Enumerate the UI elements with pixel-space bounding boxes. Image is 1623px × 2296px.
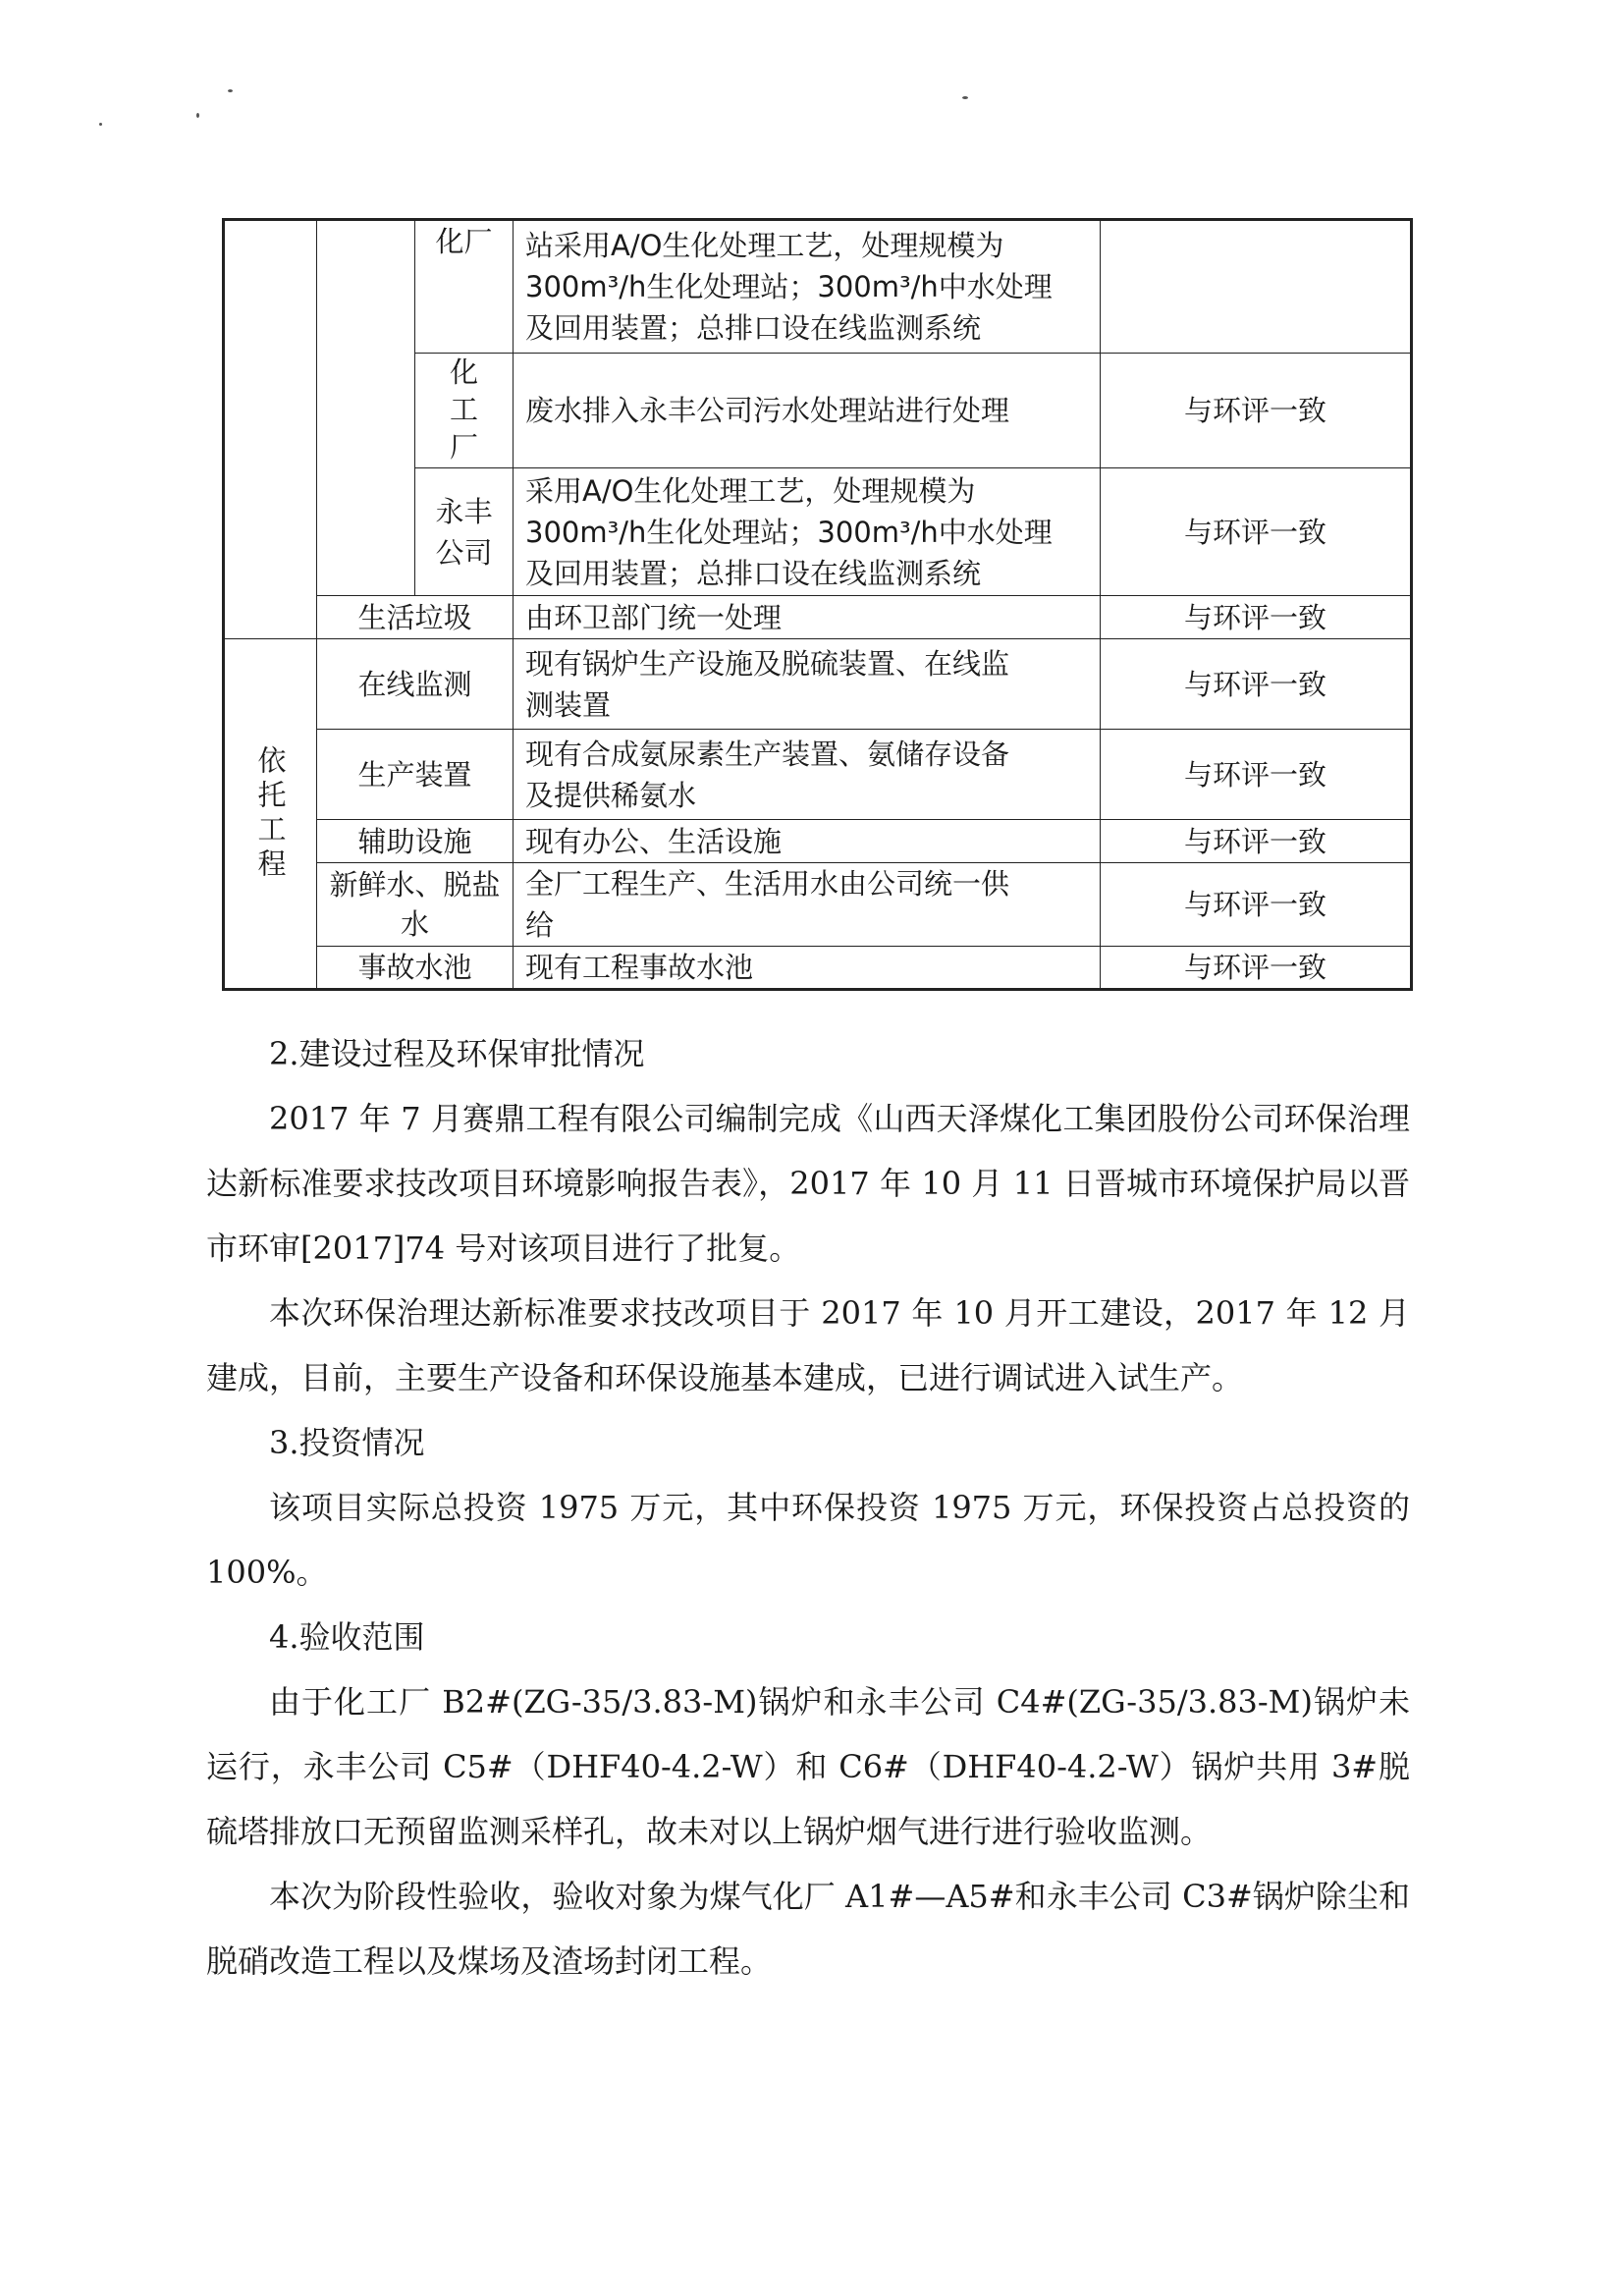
- cell-text: 生产装置: [357, 757, 472, 792]
- cell-line: 全厂工程生产、生活用水由公司统一供: [525, 867, 1010, 901]
- cell-text: 与环评一致: [1183, 824, 1326, 858]
- table-row: [224, 220, 1412, 354]
- table-row: [224, 596, 1412, 639]
- cell-line: 现有办公、生活设施: [525, 824, 783, 858]
- result-cell: [1101, 468, 1412, 596]
- result-cell: [1101, 220, 1412, 354]
- empty-cell: [224, 220, 317, 639]
- cell-line: 采用A/O生化处理工艺，处理规模为: [525, 473, 976, 508]
- body-text: [206, 1021, 1410, 1994]
- subcategory-cell: [415, 220, 514, 354]
- result-cell: [1101, 947, 1412, 990]
- cell-text: 生活垃圾: [357, 600, 472, 634]
- project-table: [222, 218, 1413, 991]
- scan-speck: [962, 96, 968, 99]
- cell-text: 与环评一致: [1183, 888, 1326, 921]
- category-cell: [317, 730, 514, 820]
- cell-line: 站采用A/O生化处理工艺，处理规模为: [525, 229, 1004, 262]
- description-cell: [514, 596, 1101, 639]
- table-row: [224, 730, 1412, 820]
- result-cell: [1101, 863, 1412, 947]
- category-cell: [317, 820, 514, 863]
- cell-line: 及回用装置；总排口设在线监测系统: [525, 311, 982, 345]
- table-row: [224, 863, 1412, 947]
- category-cell: [317, 863, 514, 947]
- subcategory-cell: [415, 468, 514, 596]
- table-row: [224, 820, 1412, 863]
- result-cell: [1101, 596, 1412, 639]
- section-heading: 3.投资情况: [269, 1424, 425, 1461]
- cell-line: 及提供稀氨水: [525, 778, 697, 812]
- cell-text: 与环评一致: [1183, 515, 1326, 549]
- description-cell: [514, 639, 1101, 730]
- cell-text: 化工厂: [449, 355, 478, 464]
- description-cell: [514, 820, 1101, 863]
- category-cell: [317, 639, 514, 730]
- scan-speck: [196, 113, 199, 118]
- scan-speck: [99, 123, 102, 126]
- section-heading: 2.建设过程及环保审批情况: [269, 1035, 645, 1072]
- scan-speck: [228, 89, 233, 92]
- description-cell: [514, 220, 1101, 354]
- cell-line: 废水排入永丰公司污水处理站进行处理: [525, 394, 1010, 427]
- cell-text: 在线监测: [357, 667, 472, 701]
- paragraph: 由于化工厂 B2#(ZG-35/3.83-M)锅炉和永丰公司 C4#(ZG-35/3.83-M)锅炉未运行，永丰公司 C5#（DHF40-4.2-W）和 C6#（DHF40-4.2-W）锅炉共用 3#脱硫塔排放口无预留监测采样孔，故未对以上锅炉烟气进行进行验收监测。: [206, 1683, 1410, 1850]
- subcategory-cell: [415, 354, 514, 468]
- empty-cell: [317, 220, 415, 596]
- cell-line: 由环卫部门统一处理: [525, 600, 783, 634]
- result-cell: [1101, 820, 1412, 863]
- category-cell: [317, 947, 514, 990]
- cell-text: 与环评一致: [1183, 600, 1326, 634]
- cell-text: 化厂: [435, 225, 493, 258]
- cell-text: 新鲜水、脱盐水: [329, 867, 501, 941]
- paragraph: 2017 年 7 月赛鼎工程有限公司编制完成《山西天泽煤化工集团股份公司环保治理达新标准要求技改项目环境影响报告表》，2017 年 10 月 11 日晋城市环境保护局以晋市环审[2017]74 号对该项目进行了批复。: [206, 1100, 1410, 1267]
- table-row: [224, 639, 1412, 730]
- cell-text: 永丰公司: [435, 494, 493, 570]
- result-cell: [1101, 354, 1412, 468]
- group-label: 依托工程: [253, 744, 288, 883]
- result-cell: [1101, 730, 1412, 820]
- cell-text: 辅助设施: [357, 824, 472, 858]
- cell-line: 及回用装置；总排口设在线监测系统: [525, 556, 982, 590]
- table-row: [224, 947, 1412, 990]
- paragraph: 本次为阶段性验收，验收对象为煤气化厂 A1#—A5#和永丰公司 C3#锅炉除尘和脱硝改造工程以及煤场及渣场封闭工程。: [206, 1878, 1410, 1980]
- cell-text: 与环评一致: [1183, 757, 1326, 792]
- cell-text: 事故水池: [357, 951, 472, 984]
- cell-line: 测装置: [525, 687, 612, 722]
- paragraph: 本次环保治理达新标准要求技改项目于 2017 年 10 月开工建设，2017 年 12 月建成，目前，主要生产设备和环保设施基本建成，已进行调试进入试生产。: [206, 1294, 1410, 1396]
- result-cell: [1101, 639, 1412, 730]
- category-cell: [317, 596, 514, 639]
- cell-text: 与环评一致: [1183, 394, 1326, 427]
- cell-line: 300m³/h生化处理站；300m³/h中水处理: [525, 270, 1053, 303]
- paragraph: 该项目实际总投资 1975 万元，其中环保投资 1975 万元，环保投资占总投资的 100%。: [206, 1489, 1410, 1591]
- description-cell: [514, 468, 1101, 596]
- description-cell: [514, 947, 1101, 990]
- cell-line: 300m³/h生化处理站；300m³/h中水处理: [525, 515, 1053, 549]
- cell-line: 现有合成氨尿素生产装置、氨储存设备: [525, 737, 1010, 771]
- cell-line: 现有锅炉生产设施及脱硫装置、在线监: [525, 646, 1010, 681]
- description-cell: [514, 354, 1101, 468]
- cell-line: 现有工程事故水池: [525, 951, 754, 984]
- cell-text: 与环评一致: [1183, 667, 1326, 701]
- cell-text: 与环评一致: [1183, 951, 1326, 984]
- description-cell: [514, 730, 1101, 820]
- cell-line: 给: [525, 908, 555, 942]
- group-cell: [224, 639, 317, 990]
- description-cell: [514, 863, 1101, 947]
- section-heading: 4.验收范围: [269, 1618, 425, 1656]
